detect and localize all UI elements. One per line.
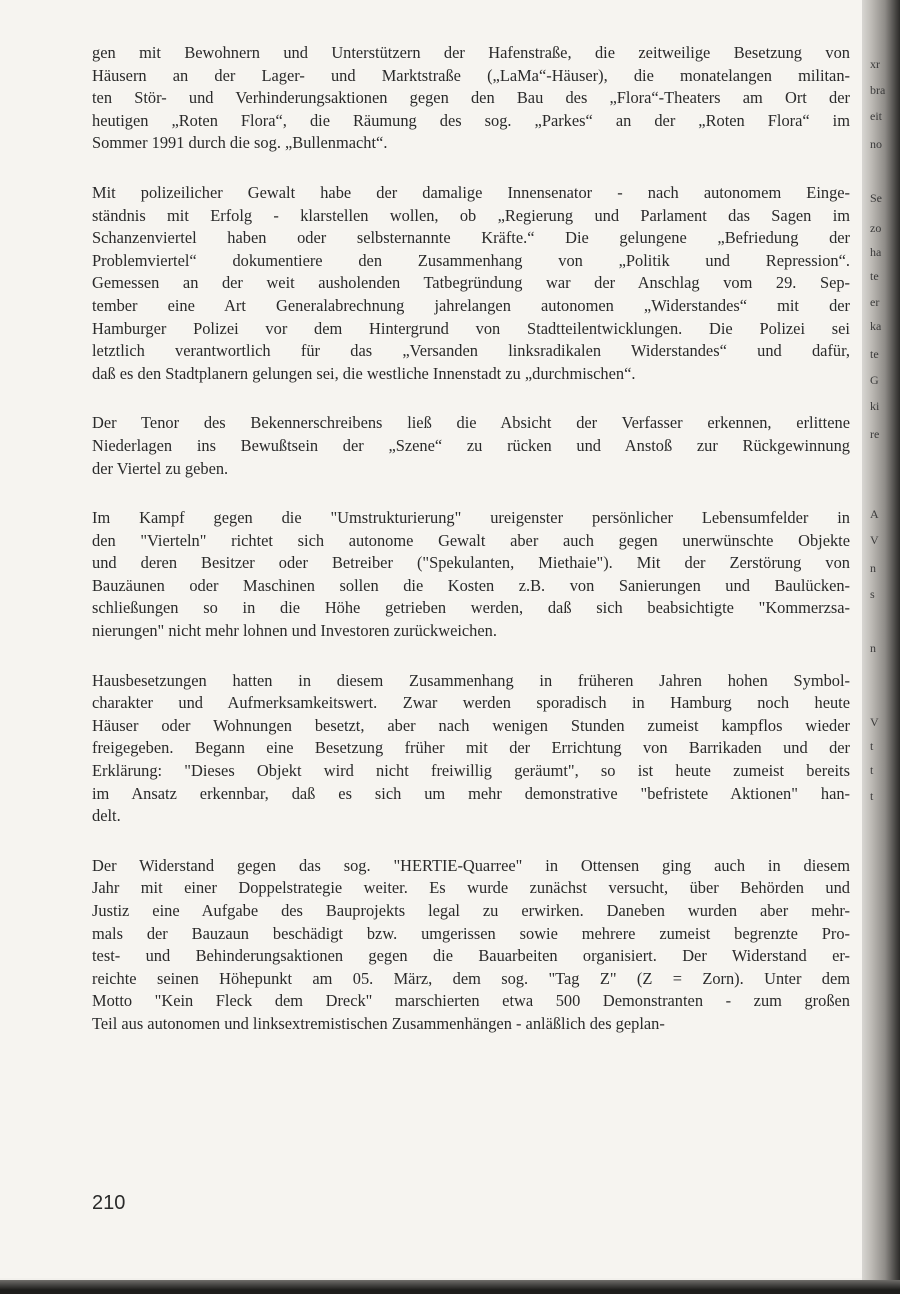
bleed-fragment: t (870, 763, 874, 777)
text-line: reichte seinen Höhepunkt am 05. März, dem sog. "Tag Z" (Z = Zorn). Unter dem (92, 968, 850, 988)
text-line: freigegeben. Begann eine Besetzung früher mit der Errichtung von Barrikaden und der (92, 738, 850, 758)
bleed-fragment: re (870, 427, 880, 441)
text-line: Mit polizeilicher Gewalt habe der damalige Innensenator - nach autonomem Einge- (92, 182, 850, 202)
bleed-fragment: t (870, 739, 874, 753)
bleed-fragment: Se (870, 191, 882, 205)
text-line: Der Widerstand gegen das sog. "HERTIE-Quarree" in Ottensen ging auch in diesem (92, 855, 850, 875)
bleed-fragment: ki (870, 399, 880, 413)
bleed-fragment: te (870, 347, 879, 361)
paragraph (92, 507, 850, 643)
paragraph (92, 42, 850, 155)
text-line: Motto "Kein Fleck dem Dreck" marschierten etwa 500 Demonstranten - zum großen (92, 991, 850, 1011)
bleed-fragment: xr (870, 57, 880, 71)
bleed-fragment: t (870, 789, 874, 803)
text-line: Justiz eine Aufgabe des Bauprojekts legal zu erwirken. Daneben wurden aber mehr- (92, 901, 850, 920)
page-number: 210 (92, 1192, 126, 1214)
bleed-fragment: ha (870, 245, 882, 259)
text-line: Der Tenor des Bekennerschreibens ließ die Absicht der Verfasser erkennen, erlittene (92, 413, 850, 433)
bleed-fragment: V (870, 715, 879, 729)
body-text (92, 42, 850, 1063)
text-line: ständnis mit Erfolg - klarstellen wollen, ob „Regierung und Parlament das Sagen im (92, 205, 850, 225)
text-line: Sommer 1991 durch die sog. „Bullenmacht“. (92, 133, 388, 153)
text-line: tember eine Art Generalabrechnung jahrelangen autonomen „Widerstandes“ mit der (92, 295, 850, 315)
text-line: im Ansatz erkennbar, daß es sich um mehr demonstrative "befristete Aktionen" han- (92, 783, 850, 803)
text-line: Schanzenviertel haben oder selbsternannte Kräfte.“ Die gelungene „Befriedung der (92, 228, 850, 248)
page-bottom-edge-shadow (0, 1280, 900, 1294)
text-line: und deren Besitzer oder Betreiber ("Spekulanten, Miethaie"). Mit der Zerstörung von (92, 553, 850, 573)
text-line: nierungen" nicht mehr lohnen und Investoren zurückweichen. (92, 621, 497, 641)
text-line: Problemviertel“ dokumentiere den Zusammenhang von „Politik und Repression“. (92, 250, 850, 270)
text-line: Jahr mit einer Doppelstrategie weiter. Es wurde zunächst versucht, über Behörden und (92, 878, 850, 898)
paragraph (92, 855, 850, 1036)
paragraph (92, 670, 850, 828)
text-line: heutigen „Roten Flora“, die Räumung des sog. „Parkes“ an der „Roten Flora“ im (92, 110, 850, 130)
text-line: Häuser oder Wohnungen besetzt, aber nach wenigen Stunden zumeist kampflos wieder (92, 715, 850, 735)
text-line: den "Vierteln" richtet sich autonome Gewalt aber auch gegen unerwünschte Objekte (92, 530, 850, 550)
text-line: test- und Behinderungsaktionen gegen die Bauarbeiten organisiert. Der Widerstand er- (92, 946, 850, 966)
text-line: delt. (92, 806, 121, 826)
text-line: Niederlagen ins Bewußtsein der „Szene“ zu rücken und Anstoß zur Rückgewinnung (92, 435, 850, 455)
text-line: Teil aus autonomen und linksextremistischen Zusammenhängen - anläßlich des geplan- (92, 1013, 665, 1033)
bleed-fragment: G (870, 373, 879, 387)
text-line: Gemessen an der weit ausholenden Tatbegründung war der Anschlag vom 29. Sep- (92, 273, 850, 293)
bleed-fragment: zo (870, 221, 882, 235)
bleed-fragment: er (870, 295, 880, 309)
text-line: Bauzäunen oder Maschinen sollen die Kosten z.B. von Sanierungen und Baulücken- (92, 575, 850, 595)
bleed-fragment: V (870, 533, 879, 547)
text-line: gen mit Bewohnern und Unterstützern der Hafenstraße, die zeitweilige Besetzung von (92, 43, 850, 62)
bleed-fragment: ka (870, 319, 882, 333)
bleed-fragment: bra (870, 83, 886, 97)
text-line: ten Stör- und Verhinderungsaktionen gegen den Bau des „Flora“-Theaters am Ort der (92, 88, 850, 108)
bleed-fragment: no (870, 137, 882, 151)
text-line: daß es den Stadtplanern gelungen sei, die westliche Innenstadt zu „durchmischen“. (92, 363, 636, 383)
text-line: Hamburger Polizei vor dem Hintergrund von Stadtteilentwicklungen. Die Polizei sei (92, 318, 850, 338)
paragraph (92, 412, 850, 480)
text-line: Häusern an der Lager- und Marktstraße („LaMa“-Häuser), die monatelangen militan- (92, 65, 850, 85)
bleed-fragment: eit (870, 109, 882, 123)
paragraph (92, 182, 850, 385)
text-line: Erklärung: "Dieses Objekt wird nicht freiwillig geräumt", so ist heute zumeist bereits (92, 761, 850, 781)
text-line: mals der Bauzaun beschädigt bzw. umgerissen sowie mehrere zumeist begrenzte Pro- (92, 923, 850, 943)
text-line: schließungen so in die Höhe getrieben werden, daß sich beabsichtigte "Kommerzsa- (92, 598, 850, 618)
bleed-fragment: A (870, 507, 879, 521)
bleed-fragment: te (870, 269, 879, 283)
text-line: letztlich verantwortlich für das „Versanden linksradikalen Widerstandes“ und dafür, (92, 341, 850, 361)
text-line: der Viertel zu geben. (92, 458, 229, 478)
bleed-fragment: n (870, 641, 876, 655)
text-line: Im Kampf gegen die "Umstrukturierung" ureigenster persönlicher Lebensumfelder in (92, 508, 850, 528)
text-line: charakter und Aufmerksamkeitswert. Zwar werden sporadisch in Hamburg noch heute (92, 693, 850, 713)
bleed-fragment: s (870, 587, 875, 601)
text-line: Hausbesetzungen hatten in diesem Zusammenhang in früheren Jahren hohen Symbol- (92, 670, 850, 690)
bleed-fragment: n (870, 561, 876, 575)
